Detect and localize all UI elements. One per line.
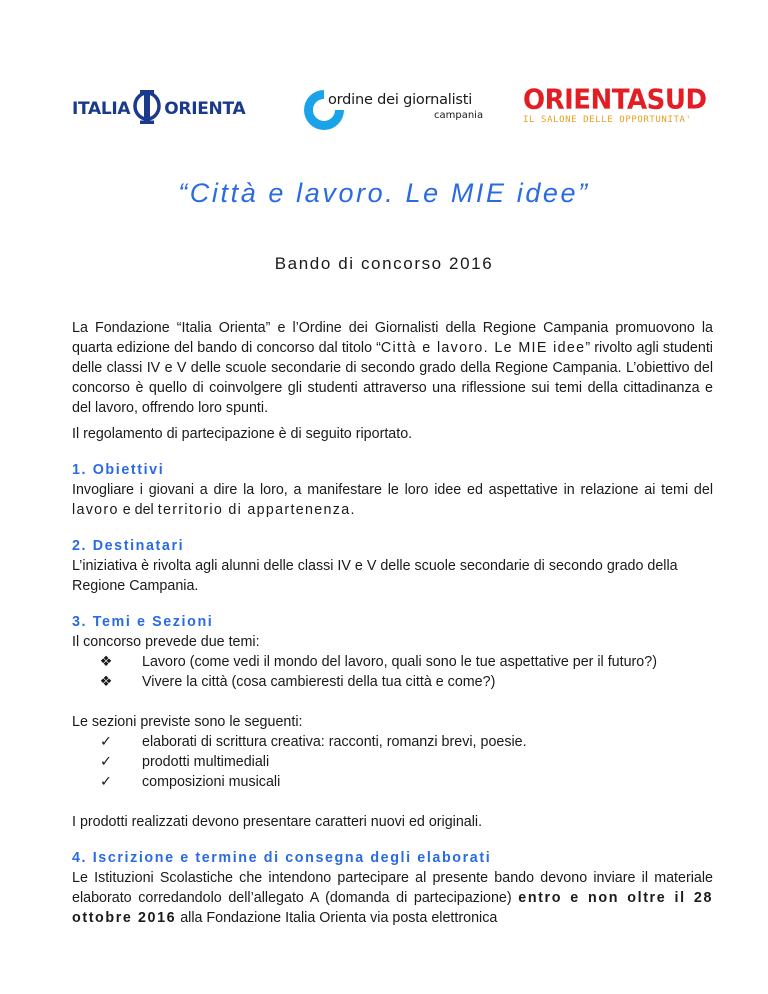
check-bullet-icon: ✓: [100, 774, 112, 790]
sezioni-list: [72, 732, 713, 792]
section-temi-sezioni: [72, 612, 713, 832]
obiettivi-em-lavoro: lavoro: [72, 502, 119, 518]
tema-text: Vivere la città (cosa cambieresti della tua città e come?): [142, 674, 496, 690]
list-item: [72, 652, 713, 672]
section-obiettivi: [72, 460, 713, 520]
check-bullet-icon: ✓: [100, 734, 112, 750]
temi-intro: Il concorso prevede due temi:: [72, 634, 260, 650]
document-subtitle: Bando di concorso 2016: [274, 254, 494, 273]
italia-orienta-logo-right: ORIENTA: [164, 99, 246, 119]
sezione-text: composizioni musicali: [142, 774, 281, 790]
obiettivi-text-1: Invogliare i giovani a dire la loro, a manifestare le loro idee ed aspettative in relazione ai temi del: [72, 482, 713, 498]
list-item: [72, 772, 713, 792]
iscrizione-deadline: entro e non oltre il 28 ottobre 2016: [72, 890, 713, 926]
list-item: [72, 732, 713, 752]
orientasud-logo: [523, 86, 707, 125]
intro-text-1: La Fondazione “Italia Orienta” e l’Ordine dei Giornalisti della Regione Campania promuovono la quarta edizione del bando di concorso dal titolo “: [72, 320, 713, 356]
intro-title-ref: Città e lavoro. Le MIE idee: [380, 340, 586, 356]
regolamento-line: Il regolamento di partecipazione è di seguito riportato.: [72, 426, 413, 442]
sezioni-intro: Le sezioni previste sono le seguenti:: [72, 714, 303, 730]
section-heading-obiettivi: 1. Obiettivi: [72, 462, 165, 478]
italia-orienta-logo-left: ITALIA: [72, 99, 131, 119]
obiettivi-text-2: e del: [118, 502, 158, 518]
italia-orienta-emblem-icon: [132, 89, 162, 130]
check-bullet-icon: ✓: [100, 754, 112, 770]
obiettivi-text: [72, 480, 713, 520]
section-destinatari: [72, 536, 713, 596]
section-iscrizione: [72, 848, 713, 928]
orientasud-logo-tagline: IL SALONE DELLE OPPORTUNITA': [523, 115, 692, 125]
intro-text-2: ” rivolto agli studenti delle classi IV e V delle scuole secondarie di secondo grado della Regione Campania. L’obiettivo del concorso è quello di coinvolgere gli studenti attraverso una riflessione sui temi della cittadinanza e del lavoro, offrendo loro spunti.: [72, 340, 713, 416]
section-heading-iscrizione: 4. Iscrizione e termine di consegna degli elaborati: [72, 850, 492, 866]
document-body: [72, 318, 713, 928]
intro-paragraph: [72, 318, 713, 418]
iscrizione-text-1: Le Istituzioni Scolastiche che intendono partecipare al presente bando devono inviare il materiale elaborato corredandolo dell’allegato A (domanda di partecipazione): [72, 870, 713, 906]
temi-list: [72, 652, 713, 692]
obiettivi-text-3: .: [350, 502, 355, 518]
destinatari-text: L’iniziativa è rivolta agli alunni delle classi IV e V delle scuole secondarie di secondo grado della Regione Campania.: [72, 558, 678, 594]
italia-orienta-logo: [72, 91, 245, 127]
logo-bar: [0, 84, 768, 136]
diamond-bullet-icon: ❖: [99, 654, 113, 670]
orientasud-logo-name: ORIENTASUD: [523, 84, 707, 116]
odg-logo-region: campania: [434, 110, 484, 121]
sezione-text: elaborati di scrittura creativa: racconti, romanzi brevi, poesie.: [142, 734, 527, 750]
document-title: “Città e lavoro. Le MIE idee”: [178, 178, 590, 208]
obiettivi-em-territorio: territorio di appartenenza: [157, 502, 351, 518]
iscrizione-text: [72, 868, 713, 928]
section-heading-destinatari: 2. Destinatari: [72, 538, 185, 554]
odg-logo-name: ordine dei giornalisti: [328, 92, 473, 108]
iscrizione-text-2: alla Fondazione Italia Orienta via posta elettronica: [176, 910, 498, 926]
list-item: [72, 752, 713, 772]
list-item: [72, 672, 713, 692]
tema-text: Lavoro (come vedi il mondo del lavoro, quali sono le tue aspettative per il futuro?): [142, 654, 657, 670]
temi-note: I prodotti realizzati devono presentare caratteri nuovi ed originali.: [72, 814, 483, 830]
diamond-bullet-icon: ❖: [99, 674, 113, 690]
sezione-text: prodotti multimediali: [142, 754, 270, 770]
section-heading-temi: 3. Temi e Sezioni: [72, 614, 214, 630]
